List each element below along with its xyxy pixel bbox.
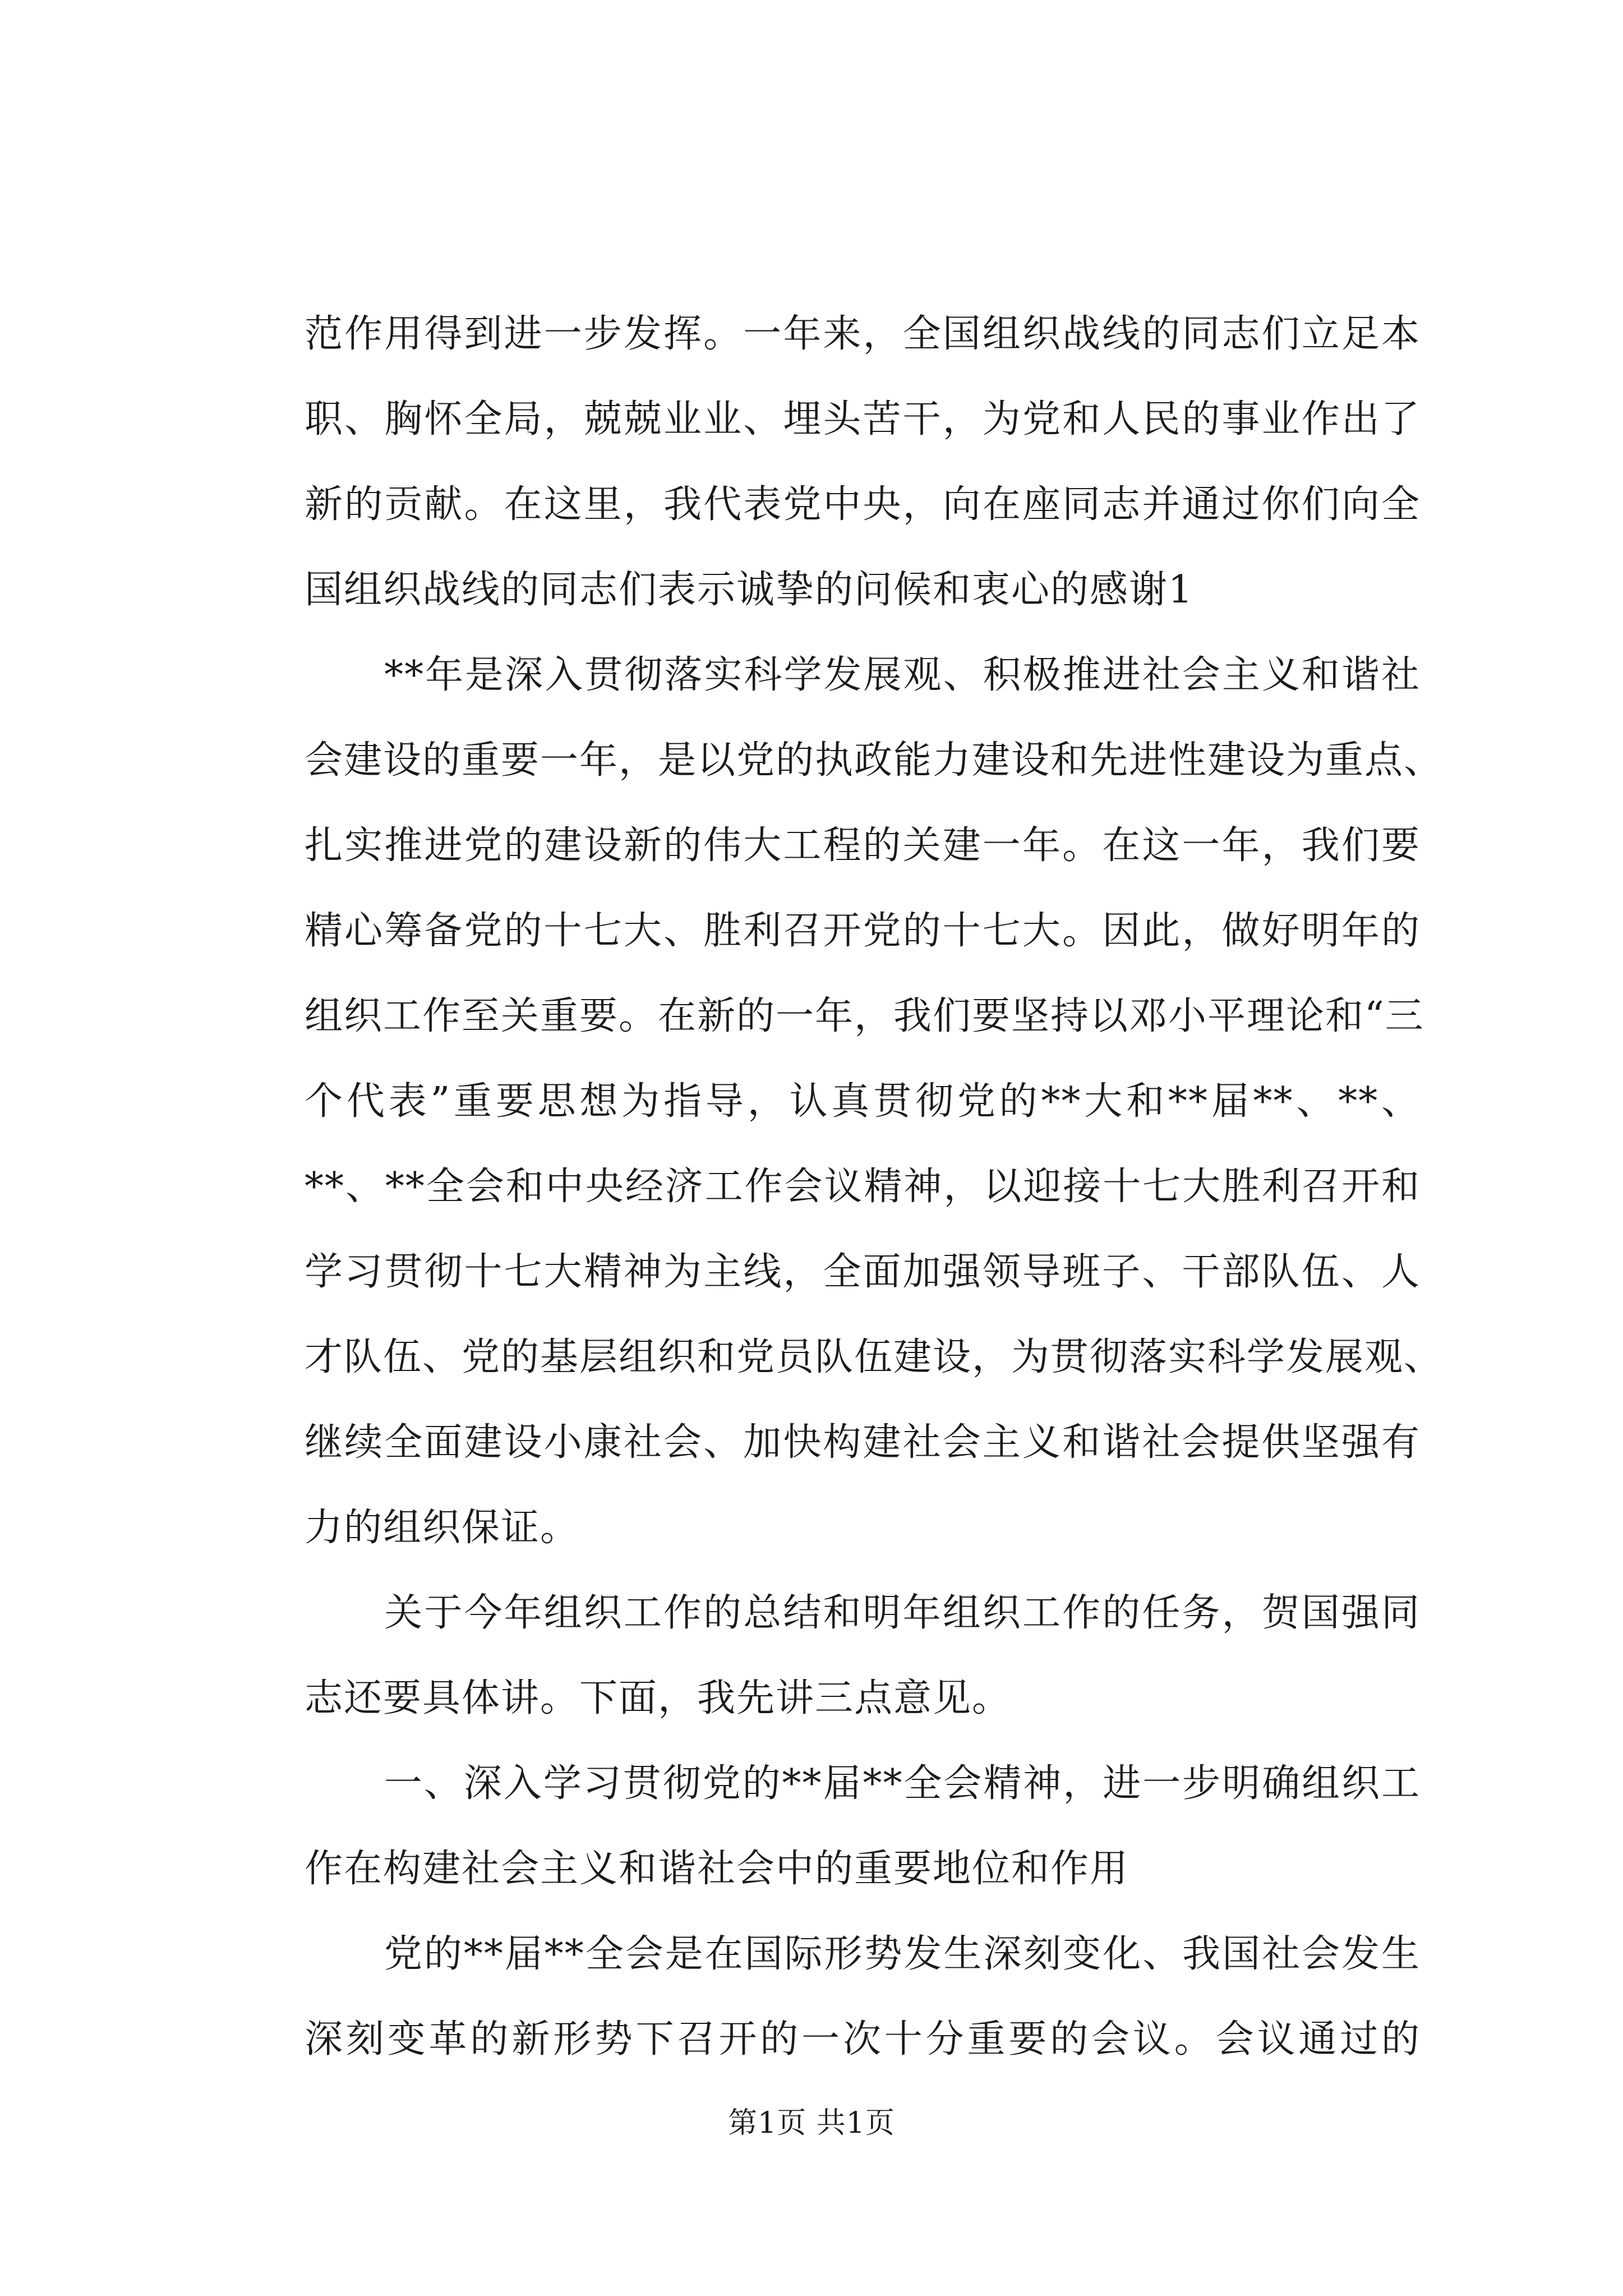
text-line: 关于今年组织工作的总结和明年组织工作的任务，贺国强同: [305, 1591, 1421, 1635]
text-line: 新的贡献。在这里，我代表党中央，向在座同志并通过你们向全: [305, 482, 1421, 527]
text-line: 职、胸怀全局，兢兢业业、埋头苦干，为党和人民的事业作出了: [305, 397, 1421, 441]
section-heading-line: 一、深入学习贯彻党的**届**全会精神，进一步明确组织工: [305, 1761, 1421, 1806]
page-footer: 第1页 共1页: [728, 2106, 895, 2140]
text-line: 扎实推进党的建设新的伟大工程的关建一年。在这一年，我们要: [305, 823, 1421, 868]
text-line: 力的组织保证。: [305, 1506, 580, 1550]
section-heading-line: 作在构建社会主义和谐社会中的重要地位和作用: [305, 1847, 1129, 1891]
text-line: 精心筹备党的十七大、胜利召开党的十七大。因此，做好明年的: [305, 909, 1421, 953]
text-line: 国组织战线的同志们表示诚挚的问候和衷心的感谢1: [305, 568, 1194, 612]
text-line: 志还要具体讲。下面，我先讲三点意见。: [305, 1676, 1012, 1720]
text-line: 深刻变革的新形势下召开的一次十分重要的会议。会议通过的: [305, 2017, 1421, 2062]
text-line: 才队伍、党的基层组织和党员队伍建设，为贯彻落实科学发展观、: [305, 1335, 1444, 1379]
text-line: **、**全会和中央经济工作会议精神，以迎接十七大胜利召开和: [305, 1165, 1421, 1209]
text-line: 党的**届**全会是在国际形势发生深刻变化、我国社会发生: [305, 1932, 1421, 1976]
text-line: 组织工作至关重要。在新的一年，我们要坚持以邓小平理论和“三: [305, 994, 1424, 1038]
body-text: [305, 292, 1444, 2082]
text-line: 继续全面建设小康社会、加快构建社会主义和谐社会提供坚强有: [305, 1420, 1421, 1465]
text-line: 个代表”重要思想为指导，认真贯彻党的**大和**届**、**、: [305, 1079, 1421, 1124]
text-line: 范作用得到进一步发挥。一年来，全国组织战线的同志们立足本: [305, 312, 1421, 356]
text-line: **年是深入贯彻落实科学发展观、积极推进社会主义和谐社: [305, 653, 1421, 697]
text-line: 学习贯彻十七大精神为主线，全面加强领导班子、干部队伍、人: [305, 1250, 1421, 1294]
text-line: 会建设的重要一年，是以党的执政能力建设和先进性建设为重点、: [305, 738, 1444, 783]
